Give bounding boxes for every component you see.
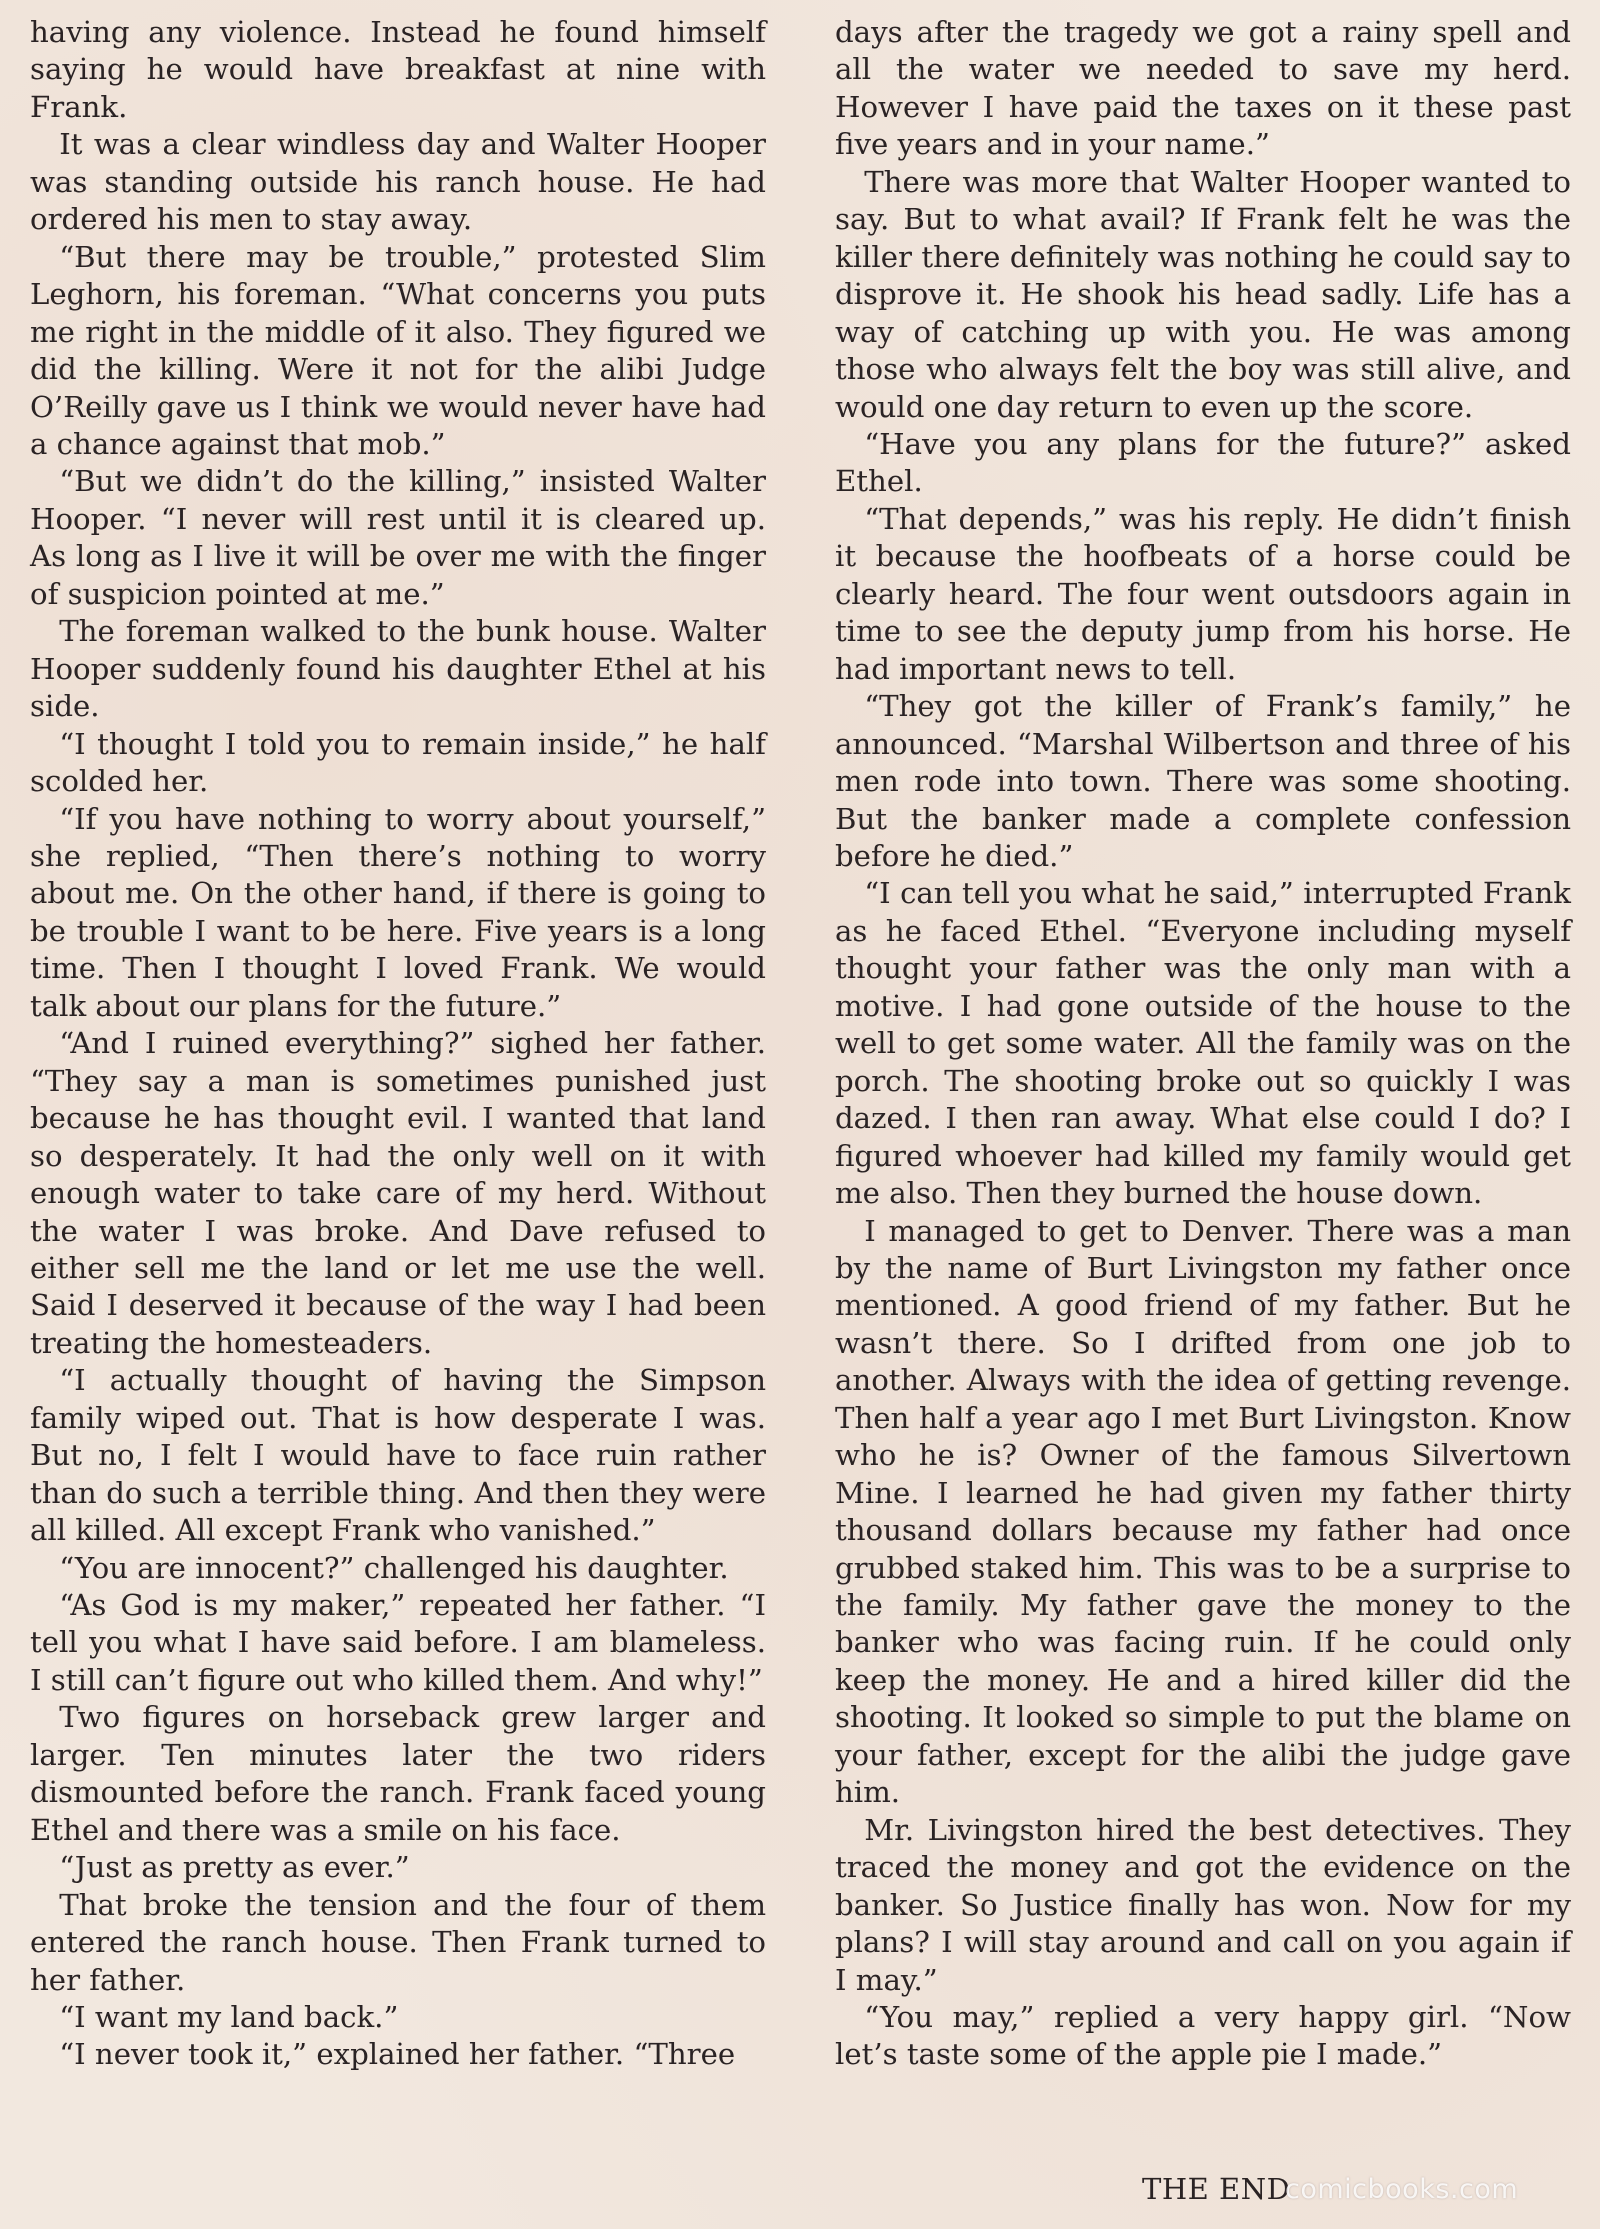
paragraph: It was a clear windless day and Walter Hooper was standing outside his ranch house. He had ordered his men to stay away. <box>30 127 766 237</box>
paragraph: “If you have nothing to worry about yourself,” she replied, “Then there’s nothing to worry about me. On the other hand, if there is going to be trouble I want to be here. Five years is a long time. Then I thought I loved Frank. We would talk about our plans for the future.” <box>30 801 766 1023</box>
paragraph: “I thought I told you to remain inside,” he half scolded her. <box>30 726 766 799</box>
paragraph: “They got the killer of Frank’s family,” he announced. “Marshal Wilbertson and three of his men rode into town. There was some shooting. But the banker made a complete confession before he died.” <box>835 689 1571 873</box>
paragraph: “But there may be trouble,” protested Slim Leghorn, his foreman. “What concerns you puts me right in the middle of it also. They figured we did the killing. Were it not for the alibi Judge O’Reilly gave us I think we would never have had a chance against that mob.” <box>30 239 766 461</box>
right-column <box>835 14 1571 2074</box>
paragraph: “You may,” replied a very happy girl. “Now let’s taste some of the apple pie I made.” <box>835 2000 1571 2072</box>
paragraph: “I actually thought of having the Simpson family wiped out. That is how desperate I was. But no, I felt I would have to face ruin rather than do such a terrible thing. And then they were all killed. All except Frank who vanished.” <box>30 1363 766 1548</box>
paragraph: That broke the tension and the four of them entered the ranch house. Then Frank turned to her father. <box>30 1887 766 1997</box>
paragraph: “Have you any plans for the future?” asked Ethel. <box>835 426 1571 499</box>
paragraph: There was more that Walter Hooper wanted to say. But to what avail? If Frank felt he was the killer there definitely was nothing he could say to disprove it. He shook his head sadly. Life has a way of catching up with you. He was among those who always felt the boy was still alive, and would one day return to even up the score. <box>835 164 1571 424</box>
paragraph: “I never took it,” explained her father. “Three <box>59 2037 736 2072</box>
paragraph: “I want my land back.” <box>59 2000 399 2035</box>
paragraph: days after the tragedy we got a rainy spell and all the water we needed to save my herd. However I have paid the taxes on it these past five years and in your name.” <box>835 15 1571 162</box>
paragraph: “As God is my maker,” repeated her father. “I tell you what I have said before. I am blameless. I still can’t figure out who killed them. And why!” <box>30 1588 766 1697</box>
left-column <box>30 14 766 2074</box>
paragraph: “That depends,” was his reply. He didn’t finish it because the hoofbeats of a horse could be clearly heard. The four went outsdoors again in time to see the deputy jump from his horse. He had important news to tell. <box>835 501 1571 686</box>
the-end-label: THE END <box>1142 2172 1291 2206</box>
paragraph: “Just as pretty as ever.” <box>59 1850 410 1885</box>
paragraph: Mr. Livingston hired the best detectives. They traced the money and got the evidence on the banker. So Justice finally has won. Now for my plans? I will stay around and call on you again if I may.” <box>835 1812 1571 1997</box>
paragraph: The foreman walked to the bunk house. Walter Hooper suddenly found his daughter Ethel at his side. <box>30 614 766 724</box>
paragraph: Two figures on horseback grew larger and larger. Ten minutes later the two riders dismounted before the ranch. Frank faced young Ethel and there was a smile on his face. <box>30 1700 766 1847</box>
paragraph: I managed to get to Denver. There was a man by the name of Burt Livingston my father once mentioned. A good friend of my father. But he wasn’t there. So I drifted from one job to another. Always with the idea of getting revenge. Then half a year ago I met Burt Livingston. Know who he is? Owner of the famous Silvertown Mine. I learned he had given my father thirty thousand dollars because my father had once grubbed staked him. This was to be a surprise to the family. My father gave the money to the banker who was facing ruin. If he could only keep the money. He and a hired killer did the shooting. It looked so simple to put the blame on your father, except for the alibi the judge gave him. <box>835 1213 1571 1810</box>
paragraph: “You are innocent?” challenged his daughter. <box>59 1550 729 1585</box>
paragraph: having any violence. Instead he found himself saying he would have breakfast at nine with Frank. <box>30 15 766 124</box>
paragraph: “I can tell you what he said,” interrupted Frank as he faced Ethel. “Everyone including myself thought your father was the only man with a motive. I had gone outside of the house to the well to get some water. All the family was on the porch. The shooting broke out so quickly I was dazed. I then ran away. What else could I do? I figured whoever had killed my family would get me also. Then they burned the house down. <box>835 876 1571 1211</box>
watermark: comicbooks.com <box>1285 2174 1519 2205</box>
paragraph: “But we didn’t do the killing,” insisted Walter Hooper. “I never will rest until it is cleared up. As long as I live it will be over me with the finger of suspicion pointed at me.” <box>30 464 766 611</box>
paragraph: “And I ruined everything?” sighed her father. “They say a man is sometimes punished just because he has thought evil. I wanted that land so desperately. It had the only well on it with enough water to take care of my herd. Without the water I was broke. And Dave refused to either sell me the land or let me use the well. Said I deserved it because of the way I had been treating the homesteaders. <box>30 1026 766 1360</box>
